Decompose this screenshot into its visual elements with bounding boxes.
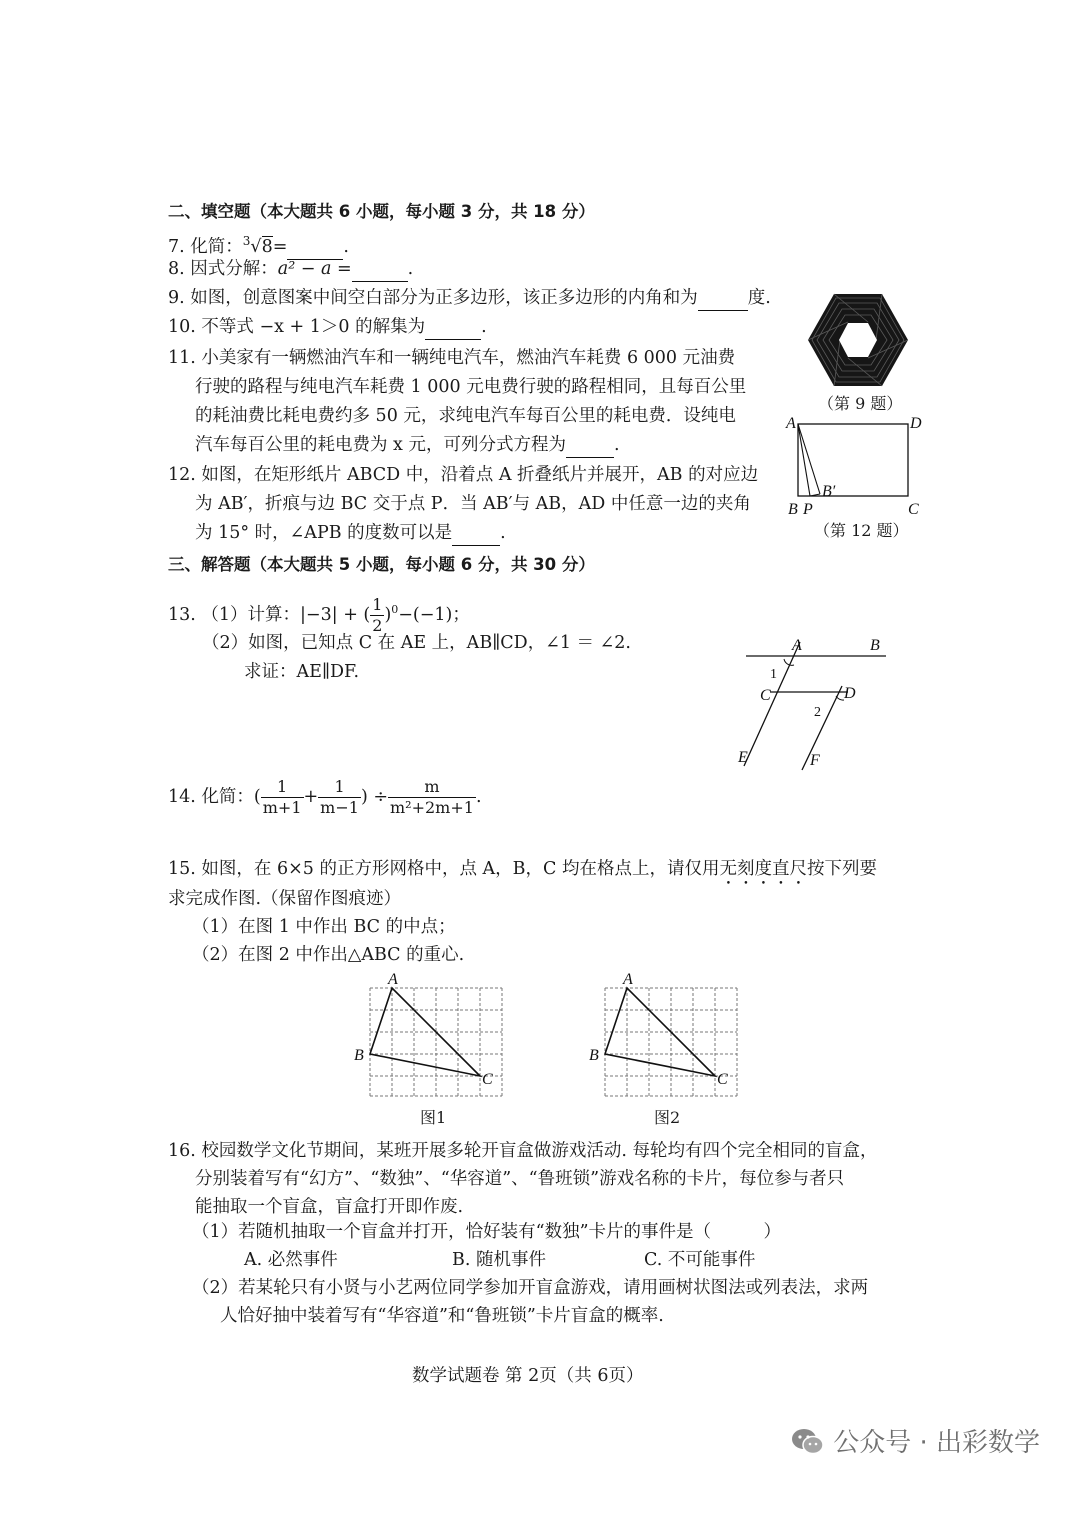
figure-9-hexagon-pattern bbox=[806, 292, 910, 388]
figure-13-parallel-lines bbox=[740, 632, 900, 772]
fig12-label-D: D bbox=[910, 415, 922, 432]
emphasis-no-scale-ruler: 无刻度直尺 bbox=[719, 859, 807, 879]
section3-heading: 三、解答题（本大题共 5 小题，每小题 6 分，共 30 分） bbox=[168, 555, 595, 574]
question-10: 10. 不等式 −x + 1＞0 的解集为 . bbox=[168, 315, 487, 340]
fig12-label-Bprime: B′ bbox=[822, 483, 836, 500]
question-16-line-3: 能抽取一个盲盒，盲盒打开即作废. bbox=[195, 1197, 464, 1217]
fraction-2: $\frac{1}{m-1}$ bbox=[320, 777, 359, 817]
question-12-line-1: 12. 如图，在矩形纸片 ABCD 中，沿着点 A 折叠纸片并展开，AB 的对应边 bbox=[168, 465, 759, 485]
grid-figure-1 bbox=[352, 968, 512, 1098]
grid-figure-2-caption: 图2 bbox=[654, 1108, 681, 1127]
grid2-label-C: C bbox=[717, 1071, 728, 1088]
question-16-line-2: 分别装着写有“幻方”、“数独”、“华容道”、“鲁班锁”游戏名称的卡片，每位参与者只 bbox=[195, 1169, 845, 1189]
page-footer: 数学试题卷 第 2页（共 6页） bbox=[412, 1366, 644, 1386]
grid2-label-B: B bbox=[589, 1047, 599, 1064]
question-16-line-1: 16. 校园数学文化节期间，某班开展多轮开盲盒做游戏活动. 每轮均有四个完全相同的盲盒， bbox=[168, 1141, 878, 1161]
fig12-label-B: B bbox=[788, 501, 798, 518]
wechat-icon bbox=[791, 1427, 825, 1457]
figure-9-caption: （第 9 题） bbox=[818, 394, 903, 413]
question-16-part-1: （1）若随机抽取一个盲盒并打开，恰好装有“数独”卡片的事件是（ ） bbox=[192, 1222, 782, 1242]
fig13-label-E: E bbox=[738, 749, 748, 766]
grid2-label-A: A bbox=[623, 971, 633, 988]
grid-figure-2 bbox=[587, 968, 747, 1098]
grid1-label-C: C bbox=[482, 1071, 493, 1088]
question-12-line-3: 为 15° 时，∠APB 的度数可以是 . bbox=[195, 521, 506, 546]
question-16-part-2-line-1: （2）若某轮只有小贤与小艺两位同学参加开盲盒游戏，请用画树状图法或列表法，求两 bbox=[192, 1278, 869, 1298]
answer-blank bbox=[566, 433, 614, 458]
figure-12-rectangle bbox=[780, 408, 930, 520]
option-a: A. 必然事件 bbox=[244, 1250, 338, 1270]
question-9: 9. 如图，创意图案中间空白部分为正多边形，该正多边形的内角和为 度. bbox=[168, 286, 771, 311]
fraction-3: $\frac{m}{\text{m²+2m+1}}$ bbox=[390, 777, 474, 817]
fig13-label-A: A bbox=[792, 637, 802, 654]
question-15-part-1: （1）在图 1 中作出 BC 的中点； bbox=[192, 917, 456, 937]
question-7: 7. 化简：$^3$√8= . bbox=[168, 229, 349, 260]
question-11-line-2: 行驶的路程与纯电汽车耗费 1 000 元电费行驶的路程相同，且每百公里 bbox=[195, 377, 747, 397]
figure-12-caption: （第 12 题） bbox=[814, 521, 909, 540]
answer-blank bbox=[698, 286, 748, 311]
question-15-line-1: 15. 如图，在 6×5 的正方形网格中，点 A，B，C 均在格点上，请仅用无刻度直尺按下列要 bbox=[168, 859, 877, 879]
answer-blank bbox=[452, 521, 500, 546]
question-16-part-2-line-2: 人恰好抽中装着写有“华容道”和“鲁班锁”卡片盲盒的概率. bbox=[220, 1306, 664, 1326]
fig13-angle-1: 1 bbox=[770, 667, 777, 682]
fig12-label-C: C bbox=[908, 501, 919, 518]
question-15-part-2: （2）在图 2 中作出△ABC 的重心. bbox=[192, 945, 465, 965]
fig13-label-F: F bbox=[810, 752, 820, 769]
fig13-angle-2: 2 bbox=[814, 705, 821, 720]
question-11-line-1: 11. 小美家有一辆燃油汽车和一辆纯电汽车，燃油汽车耗费 6 000 元油费 bbox=[168, 348, 736, 368]
question-13-part-1: 13. （1）计算：|−3| + ( $\frac{1}{2}$ )$^0$−(−1)； bbox=[168, 594, 470, 635]
grid-figure-1-caption: 图1 bbox=[420, 1108, 447, 1127]
fig13-label-D: D bbox=[844, 685, 856, 702]
grid1-label-B: B bbox=[354, 1047, 364, 1064]
grid1-label-A: A bbox=[388, 971, 398, 988]
question-8: 8. 因式分解：a² − a = . bbox=[168, 257, 413, 282]
question-15-line-2: 求完成作图.（保留作图痕迹） bbox=[168, 889, 402, 909]
option-b: B. 随机事件 bbox=[452, 1250, 546, 1270]
fig12-label-P: P bbox=[803, 501, 813, 518]
watermark: 公众号 · 出彩数学 bbox=[791, 1422, 1040, 1459]
section2-heading: 二、填空题（本大题共 6 小题，每小题 3 分，共 18 分） bbox=[168, 202, 595, 221]
answer-blank bbox=[425, 315, 481, 340]
question-11-line-4: 汽车每百公里的耗电费为 x 元，可列分式方程为 . bbox=[195, 433, 620, 458]
question-13-part-2-line-1: （2）如图，已知点 C 在 AE 上，AB∥CD，∠1 ＝ ∠2. bbox=[202, 633, 631, 653]
question-12-line-2: 为 AB′，折痕与边 BC 交于点 P．当 AB′与 AB，AD 中任意一边的夹角 bbox=[195, 494, 751, 514]
fig13-label-C: C bbox=[760, 687, 771, 704]
question-14: 14. 化简：( $\frac{1}{m+1}$ + $\frac{1}{m-1}$ ) ÷ $\frac{m}{\text{m²+2m+1}}$ . bbox=[168, 777, 482, 817]
fig12-label-A: A bbox=[786, 415, 796, 432]
answer-blank bbox=[352, 257, 408, 282]
fraction-1: $\frac{1}{m+1}$ bbox=[262, 777, 302, 817]
option-c: C. 不可能事件 bbox=[644, 1250, 756, 1270]
cube-root-sign: 3 bbox=[242, 234, 251, 248]
question-11-line-3: 的耗油费比耗电费约多 50 元，求纯电汽车每百公里的耗电费．设纯电 bbox=[195, 406, 736, 426]
question-13-part-2-line-2: 求证：AE∥DF. bbox=[244, 662, 360, 682]
fraction-half: $\frac{1}{2}$ bbox=[372, 594, 383, 635]
fig13-label-B: B bbox=[870, 637, 880, 654]
